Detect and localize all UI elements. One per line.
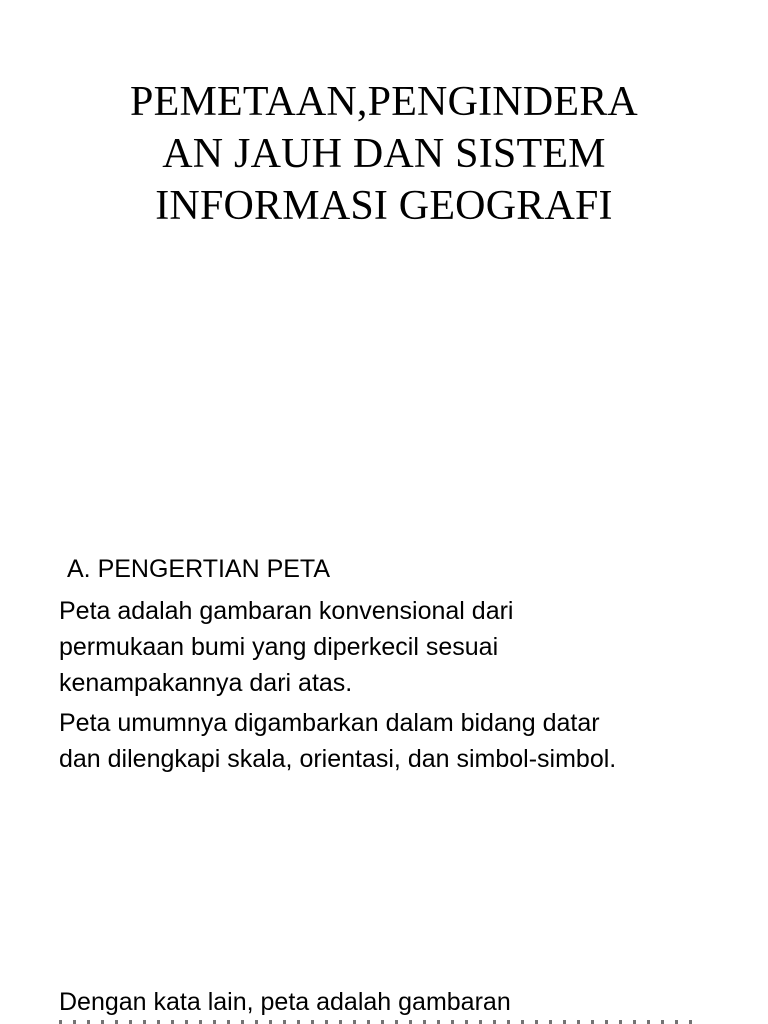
section-heading: A. PENGERTIAN PETA [67,555,331,583]
section-pengertian-peta [59,551,749,781]
paragraph-line: kenampakannya dari atas. [59,669,353,697]
cut-off-text-glyphs [59,1020,699,1024]
cut-off-text-line [59,1020,749,1024]
title-line: INFORMASI GEOGRAFI [155,183,613,229]
page-title [40,76,728,232]
paragraph-line: Peta adalah gambaran konvensional dari [59,597,514,625]
paragraph-description [59,705,749,777]
paragraph-definition [59,593,749,701]
paragraph-continuation [59,984,749,1024]
paragraph-line: dan dilengkapi skala, orientasi, dan simbol-simbol. [59,745,617,773]
title-line: AN JAUH DAN SISTEM [162,131,606,177]
paragraph-line: permukaan bumi yang diperkecil sesuai [59,633,499,661]
title-line: PEMETAAN,PENGINDERA [130,79,638,125]
paragraph-line: Dengan kata lain, peta adalah gambaran [59,988,511,1016]
paragraph-line: Peta umumnya digambarkan dalam bidang datar [59,709,600,737]
